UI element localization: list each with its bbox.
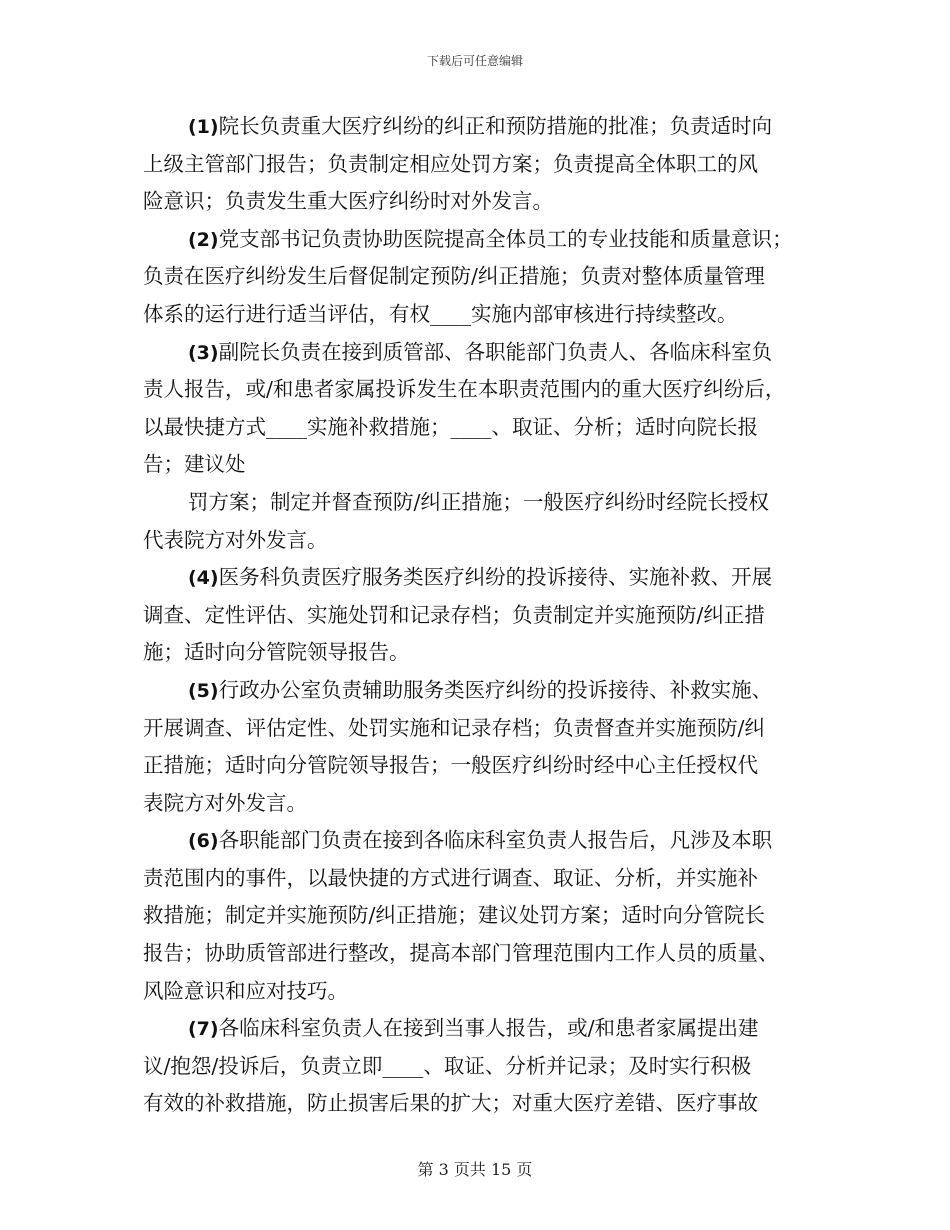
paragraph-line: 党支部书记负责协助医院提高全体员工的专业技能和质量意识； [218, 226, 793, 251]
paragraph-line: 各职能部门负责在接到各临床科室负责人报告后，凡涉及本职 [218, 828, 773, 853]
paragraph-line: 责人报告，或/和患者家属投诉发生在本职责范围内的重大医疗纠纷后， [143, 377, 786, 402]
paragraph-line: 罚方案；制定并督查预防/纠正措施；一般医疗纠纷时经院长授权 [188, 489, 769, 514]
paragraph-line: 以最快捷方式____实施补救措施；____、取证、分析；适时向院长报 [143, 414, 758, 439]
paragraph-line: 各临床科室负责人在接到当事人报告，或/和患者家属提出建 [218, 1016, 759, 1041]
paragraph-line: 有效的补救措施，防止损害后果的扩大；对重大医疗差错、医疗事故 [143, 1091, 758, 1116]
paragraph-line: 风险意识和应对技巧。 [143, 978, 348, 1003]
paragraph-line: 报告；协助质管部进行整改，提高本部门管理范围内工作人员的质量、 [143, 941, 779, 966]
document-body [143, 108, 813, 1123]
paragraph-line: 议/抱怨/投诉后，负责立即____、取证、分析并记录；及时实行积极 [143, 1053, 752, 1078]
paragraph-number: (1) [188, 116, 219, 138]
paragraph-6 [143, 822, 813, 1010]
paragraph-5 [143, 672, 813, 822]
paragraph-number: (7) [188, 1018, 219, 1041]
paragraph-line: 副院长负责在接到质管部、各职能部门负责人、各临床科室负 [218, 339, 773, 364]
paragraph-line: 告；建议处 [143, 452, 246, 477]
paragraph-line: 行政办公室负责辅助服务类医疗纠纷的投诉接待、补救实施、 [218, 677, 773, 702]
paragraph-line: 院长负责重大医疗纠纷的纠正和预防措施的批准；负责适时向 [218, 114, 773, 138]
paragraph-line: 正措施；适时向分管院领导报告；一般医疗纠纷时经中心主任授权代 [143, 753, 758, 778]
page-header: 下载后可任意编辑 [426, 54, 523, 68]
paragraph-line: 上级主管部门报告；负责制定相应处罚方案；负责提高全体职工的风 [143, 151, 758, 176]
paragraph-line: 开展调查、评估定性、处罚实施和记录存档；负责督查并实施预防/纠 [143, 715, 765, 740]
paragraph-number: (6) [188, 830, 219, 853]
paragraph-line: 调查、定性评估、实施处罚和记录存档；负责制定并实施预防/纠正措 [143, 602, 765, 627]
paragraph-line: 责范围内的事件，以最快捷的方式进行调查、取证、分析，并实施补 [143, 865, 758, 890]
paragraph-line: 体系的运行进行适当评估，有权____实施内部审核进行持续整改。 [143, 301, 738, 326]
paragraph-4 [143, 559, 813, 672]
paragraph-line: 施；适时向分管院领导报告。 [143, 640, 410, 665]
paragraph-line: 负责在医疗纠纷发生后督促制定预防/纠正措施；负责对整体质量管理 [143, 264, 765, 289]
paragraph-number: (5) [188, 679, 219, 702]
paragraph-line: 医务科负责医疗服务类医疗纠纷的投诉接待、实施补救、开展 [218, 565, 773, 590]
paragraph-number: (3) [188, 341, 219, 364]
paragraph-number: (4) [188, 567, 219, 590]
paragraph-1 [143, 108, 813, 221]
paragraph-number: (2) [188, 228, 219, 251]
paragraph-line: 代表院方对外发言。 [143, 527, 328, 552]
page-number-footer: 第 3 页共 15 页 [417, 1160, 533, 1179]
paragraph-7 [143, 1010, 813, 1123]
paragraph-3 [143, 334, 813, 484]
paragraph-3-continued [143, 484, 813, 559]
paragraph-line: 险意识；负责发生重大医疗纠纷时对外发言。 [143, 189, 553, 214]
paragraph-line: 救措施；制定并实施预防/纠正措施；建议处罚方案；适时向分管院长 [143, 903, 765, 928]
paragraph-line: 表院方对外发言。 [143, 790, 307, 815]
paragraph-2 [143, 221, 813, 334]
